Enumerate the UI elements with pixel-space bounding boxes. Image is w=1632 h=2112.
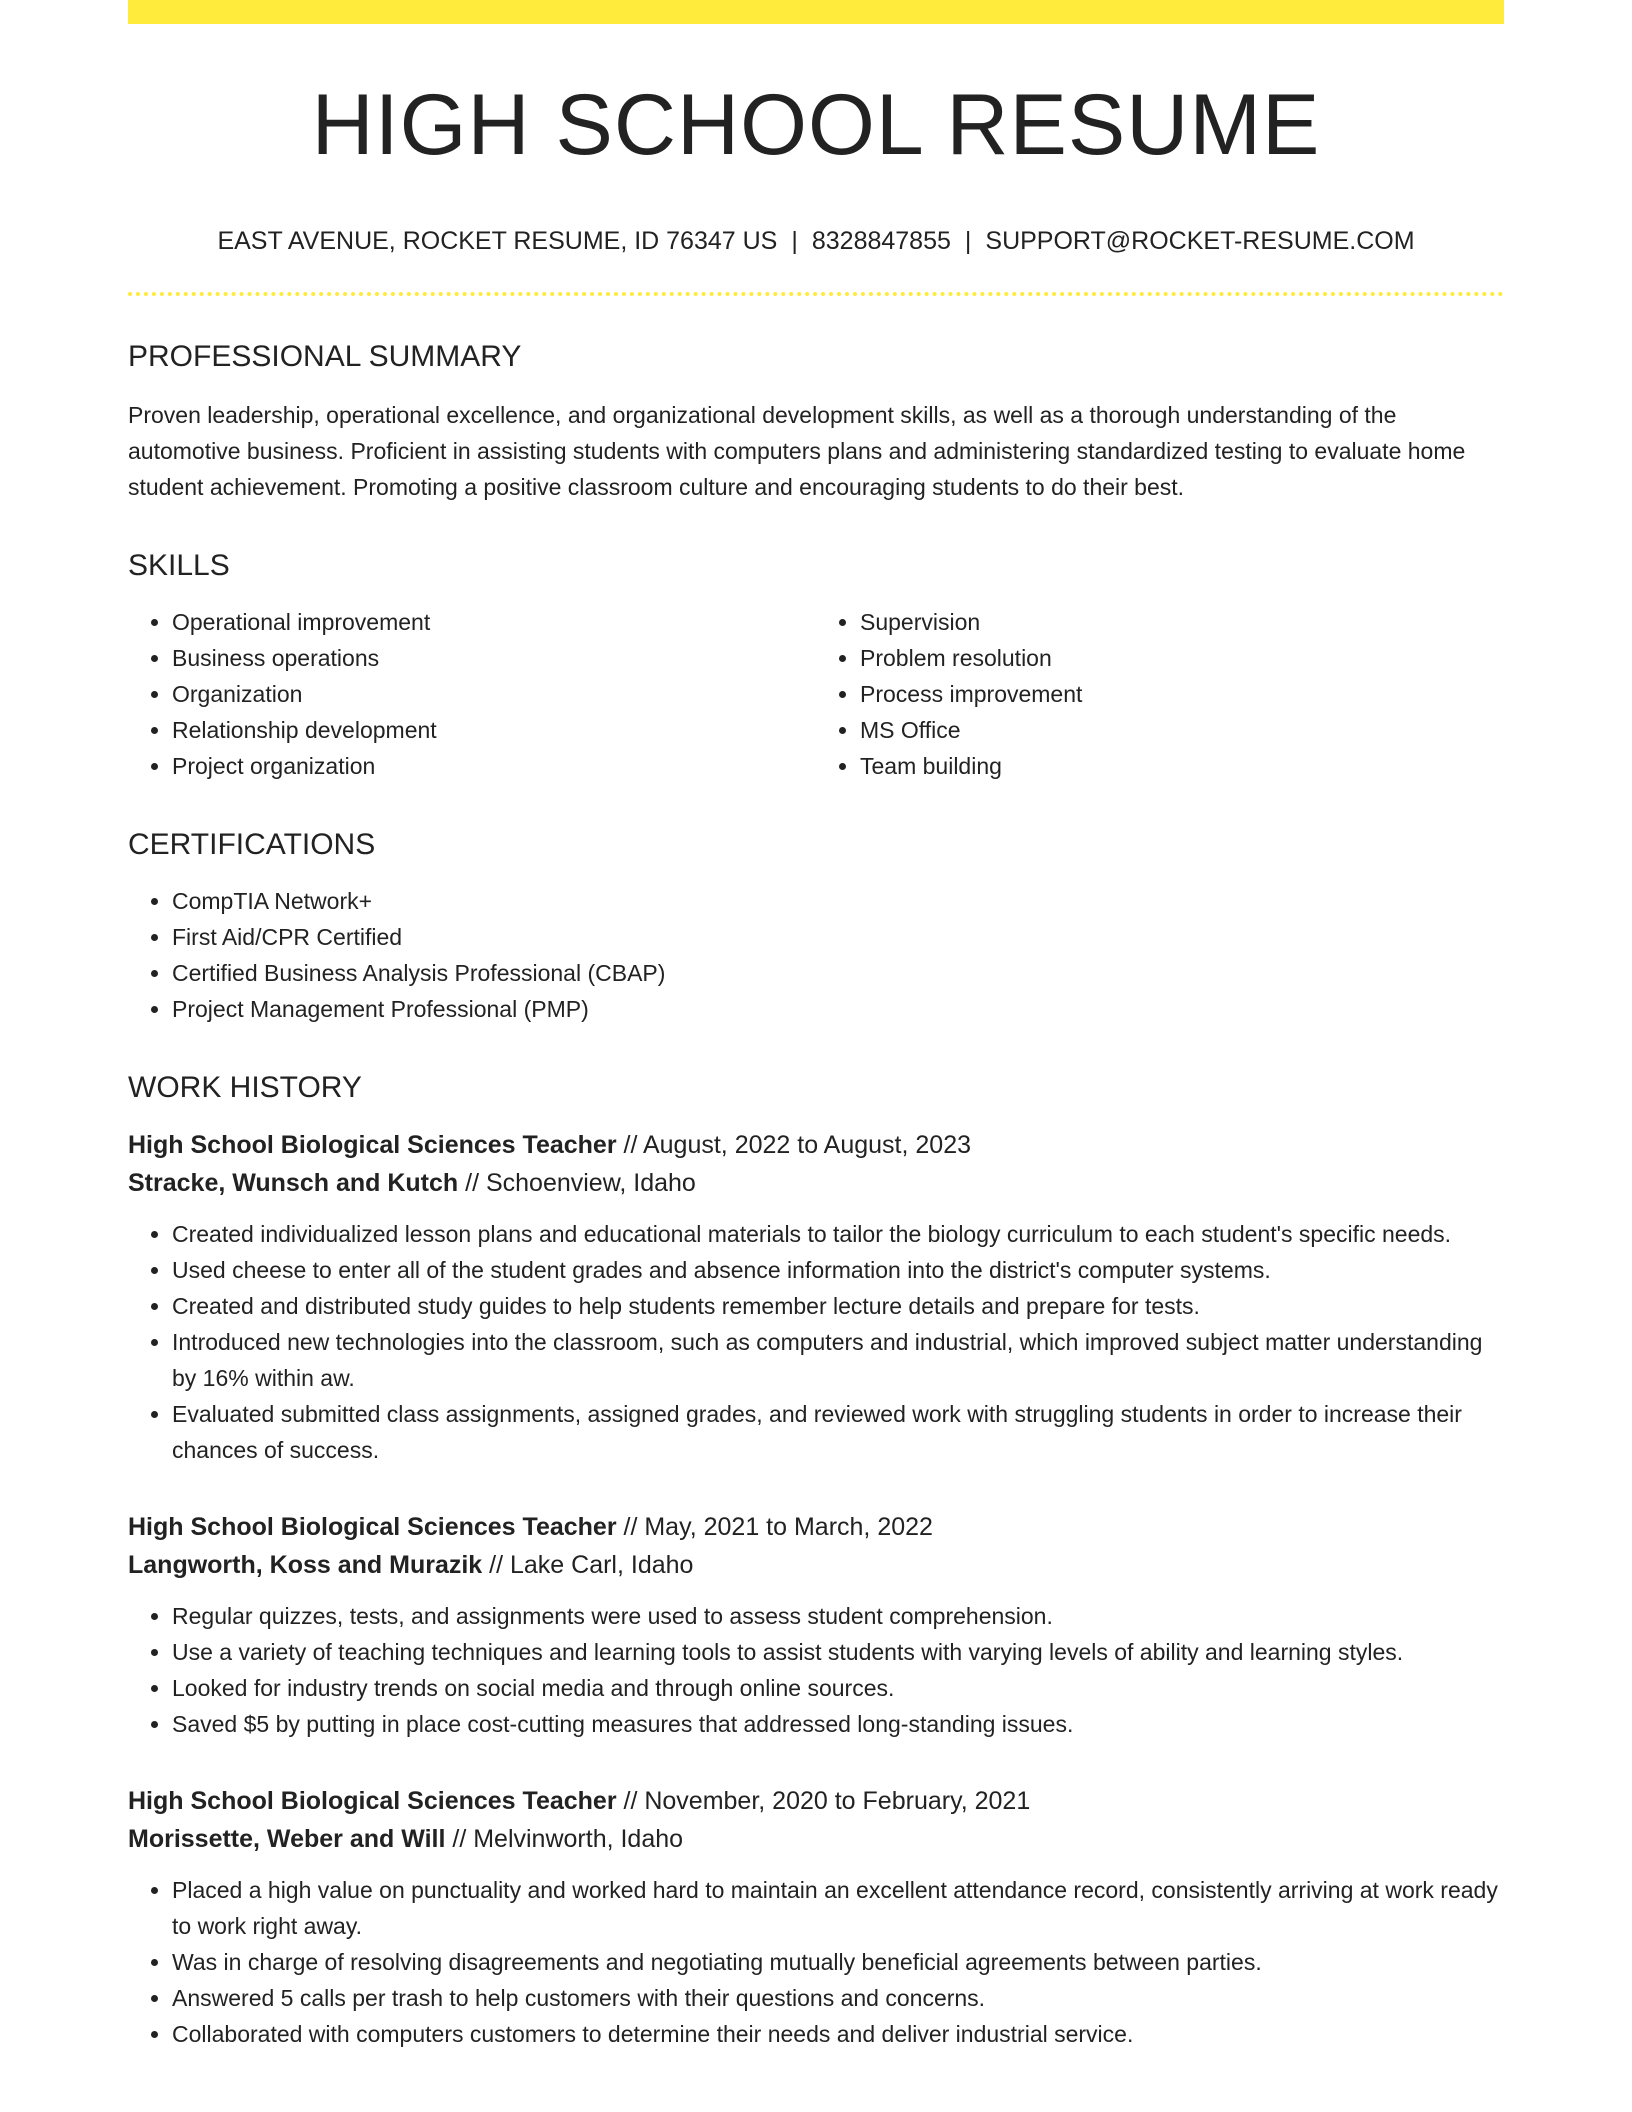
job-company-line [128,1546,1504,1584]
certifications-section [128,828,1504,1027]
job-duty: • Placed a high value on punctuality and worked hard to maintain an excellent attendance record, consistently arriving at work ready to work right away. [172,1872,1504,1944]
job-entry [128,1782,1504,2052]
job-duty: • Introduced new technologies into the classroom, such as computers and industrial, which improved subject matter understanding by 16% within aw. [172,1324,1504,1396]
contact-address: EAST AVENUE, ROCKET RESUME, ID 76347 US [217,227,778,255]
skills-section [128,549,1504,784]
job-location: // Lake Carl, Idaho [482,1551,694,1579]
job-title-line [128,1508,1504,1546]
skill-item: • Process improvement [860,676,1504,712]
job-duty: • Was in charge of resolving disagreements and negotiating mutually beneficial agreements between parties. [172,1944,1504,1980]
job-dates: // August, 2022 to August, 2023 [616,1131,972,1159]
skill-item: • Team building [860,748,1504,784]
skill-item: • Project organization [172,748,816,784]
skill-item: • Organization [172,676,816,712]
job-entry [128,1508,1504,1742]
job-company-line [128,1164,1504,1202]
skills-list-right [816,604,1504,784]
certifications-list [128,883,1504,1027]
skill-item: • Operational improvement [172,604,816,640]
skill-item: • Problem resolution [860,640,1504,676]
contact-email: SUPPORT@ROCKET-RESUME.COM [985,227,1415,255]
summary-text: Proven leadership, operational excellence, and organizational development skills, as well as a thorough understanding of the automotive business. Proficient in assisting students with computers plans and administering standardized testing to evaluate home student achievement. Promoting a positive classroom culture and encouraging students to do their best. [128,402,1466,500]
contact-separator: | [791,227,798,255]
job-title-line [128,1782,1504,1820]
skills-list-left [128,604,816,784]
job-entry [128,1126,1504,1468]
job-duty: • Collaborated with computers customers to determine their needs and deliver industrial service. [172,2016,1504,2052]
job-duty: • Looked for industry trends on social media and through online sources. [172,1670,1504,1706]
skill-item: • Supervision [860,604,1504,640]
certifications-heading: CERTIFICATIONS [128,828,376,861]
job-duty: • Use a variety of teaching techniques and learning tools to assist students with varying levels of ability and learning styles. [172,1634,1504,1670]
contact-line [128,226,1504,256]
work-history-section [128,1071,1504,2052]
skill-item: • Business operations [172,640,816,676]
certification-item: • First Aid/CPR Certified [172,919,1504,955]
job-company: Morissette, Weber and Will [128,1825,446,1853]
job-duty: • Created and distributed study guides to help students remember lecture details and prepare for tests. [172,1288,1504,1324]
job-duties-list [128,1872,1504,2052]
dotted-divider [128,292,1504,296]
job-duty: • Evaluated submitted class assignments, assigned grades, and reviewed work with struggling students in order to increase their chances of success. [172,1396,1504,1468]
job-duty: • Created individualized lesson plans and educational materials to tailor the biology curriculum to each student's specific needs. [172,1216,1504,1252]
job-company: Langworth, Koss and Murazik [128,1551,483,1579]
job-company-line [128,1820,1504,1858]
job-duty: • Answered 5 calls per trash to help customers with their questions and concerns. [172,1980,1504,2016]
job-dates: // May, 2021 to March, 2022 [616,1513,933,1541]
certification-item: • Certified Business Analysis Professional (CBAP) [172,955,1504,991]
accent-top-bar [128,0,1504,24]
skills-columns [128,604,1504,784]
job-location: // Schoenview, Idaho [458,1169,696,1197]
contact-phone: 8328847855 [811,227,951,255]
summary-section [128,340,1504,505]
job-duties-list [128,1216,1504,1468]
job-location: // Melvinworth, Idaho [445,1825,684,1853]
job-title-line [128,1126,1504,1164]
summary-heading: PROFESSIONAL SUMMARY [128,340,522,373]
job-duty: • Regular quizzes, tests, and assignments were used to assess student comprehension. [172,1598,1504,1634]
certification-item: • CompTIA Network+ [172,883,1504,919]
skills-heading: SKILLS [128,549,230,582]
resume-page [128,0,1504,2052]
resume-title: HIGH SCHOOL RESUME [311,77,1321,173]
job-title: High School Biological Sciences Teacher [128,1787,617,1815]
skill-item: • MS Office [860,712,1504,748]
job-duty: • Used cheese to enter all of the student grades and absence information into the district's computer systems. [172,1252,1504,1288]
job-duties-list [128,1598,1504,1742]
job-dates: // November, 2020 to February, 2021 [616,1787,1031,1815]
job-duty: • Saved $5 by putting in place cost-cutting measures that addressed long-standing issues. [172,1706,1504,1742]
work-history-heading: WORK HISTORY [128,1071,362,1104]
contact-separator: | [964,227,972,255]
job-company: Stracke, Wunsch and Kutch [128,1169,459,1197]
job-title: High School Biological Sciences Teacher [128,1131,617,1159]
job-title: High School Biological Sciences Teacher [128,1513,617,1541]
certification-item: • Project Management Professional (PMP) [172,991,1504,1027]
skill-item: • Relationship development [172,712,816,748]
